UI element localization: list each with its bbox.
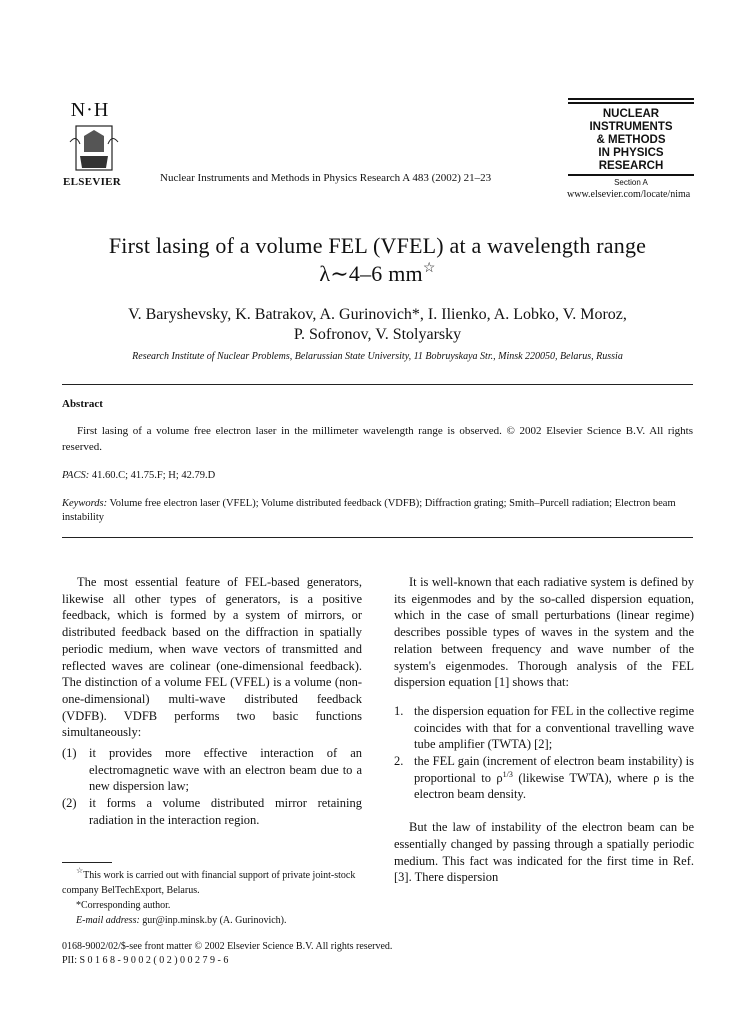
list-text: it forms a volume distributed mirror retaining radiation in the interaction region. [89, 796, 362, 827]
masthead-line4: IN PHYSICS [598, 147, 664, 159]
left-paragraph: The most essential feature of FEL-based generators, likewise all other types of generators, is a positive feedback, which is formed by a system of mirrors, or distributed feedback based on the diffraction in spatially periodic medium, when wave vectors of transmitted and reflected waves are colinear (one-dimensional feedback). The distinction of a volume FEL (VFEL) is a volume (non-one-dimensional) multi-wave distributed feedback (VDFB). VDFB performs two basic functions simultaneously: [62, 575, 362, 740]
footnote-rule [62, 862, 112, 863]
pacs-label: PACS: [62, 470, 90, 481]
list-item [394, 753, 694, 803]
pacs-codes: 41.60.C; 41.75.F; H; 42.79.D [89, 470, 216, 481]
affiliation: Research Institute of Nuclear Problems, Belarussian State University, 11 Bobruyskaya Str., Minsk 220050, Belarus, Russia [132, 351, 623, 362]
masthead-section: Section A [614, 178, 648, 187]
right-paragraph-1: It is well-known that each radiative system is defined by its eigenmodes and by the so-called dispersion equation, which in the case of small perturbations (linear regime) describes possible types of waves in the system and the relation between frequency and wave number of the system's eigenmodes. Thorough analysis of the FEL dispersion equation [1] shows that: [394, 575, 694, 690]
list-item [394, 703, 694, 753]
abstract-heading: Abstract [62, 398, 103, 410]
left-column [62, 574, 362, 829]
journal-masthead [568, 98, 694, 187]
copyright-line: 0168-9002/02/$-see front matter © 2002 Elsevier Science B.V. All rights reserved. [62, 941, 393, 952]
footnote-corresponding: *Corresponding author. [76, 900, 171, 911]
masthead-line1: NUCLEAR [602, 108, 660, 120]
keywords-text: Volume free electron laser (VFEL); Volume distributed feedback (VDFB); Diffraction grating; Smith–Purcell radiation; Electron beam instability [62, 498, 676, 523]
footnotes [62, 868, 362, 928]
list-number: 2. [394, 754, 404, 769]
masthead-line5: RESEARCH [598, 160, 664, 172]
list-text: the dispersion equation for FEL in the collective regime coincides with that for a conventional travelling wave tube amplifier (TWTA) [2]; [414, 703, 694, 752]
right-column [394, 574, 694, 886]
pacs-line [62, 470, 215, 481]
authors-line1: V. Baryshevsky, K. Batrakov, A. Gurinovich*, I. Ilienko, A. Lobko, V. Moroz, [128, 306, 627, 323]
title-line2: λ∼4–6 mm [319, 261, 423, 286]
email-label: E-mail address: [76, 915, 140, 926]
keywords-label: Keywords: [62, 498, 108, 509]
footnote-mark: ☆ [76, 866, 84, 875]
authors-line2: P. Sofronov, V. Stolyarsky [293, 326, 462, 343]
exponent: 1/3 [502, 769, 513, 779]
email-address[interactable]: gur@inp.minsk.by (A. Gurinovich). [139, 915, 287, 926]
title-line1: First lasing of a volume FEL (VFEL) at a wavelength range [108, 233, 647, 258]
title-footnote-mark[interactable]: ☆ [422, 261, 436, 276]
keywords-line [62, 497, 693, 525]
list-number: (1) [62, 746, 77, 761]
list-text: it provides more effective interaction of an electromagnetic wave with an electron beam due to a new dispersion law; [89, 746, 362, 794]
abstract-text: First lasing of a volume free electron laser in the millimeter wavelength range is observed. © 2002 Elsevier Science B.V. All rights reserved. [62, 425, 693, 453]
list-number: (2) [62, 796, 77, 811]
pii-line: PII: S 0 1 6 8 - 9 0 0 2 ( 0 2 ) 0 0 2 7 9 - 6 [62, 955, 229, 966]
journal-citation: Nuclear Instruments and Methods in Physics Research A 483 (2002) 21–23 [160, 172, 492, 184]
author-list [40, 305, 715, 345]
list-text-pre: the FEL gain (increment of electron beam instability) is proportional to ρ [414, 754, 694, 785]
divider-top [62, 384, 693, 385]
list-text-post: (likewise TWTA), where ρ is the electron beam density. [414, 770, 694, 802]
footnote-funding: This work is carried out with financial support of private joint-stock company BelTechExport, Belarus. [62, 870, 356, 896]
paper-title [40, 232, 715, 288]
journal-url[interactable]: www.elsevier.com/locate/nima [567, 189, 691, 200]
masthead-line2: INSTRUMENTS [589, 121, 673, 133]
page-footer [62, 940, 392, 968]
publisher-logo [60, 100, 130, 188]
list-item [62, 795, 362, 828]
right-paragraph-2: But the law of instability of the electron beam can be essentially changed by passing through a spatially periodic medium. This fact was indicated for the first time in Ref. [3]. There dispersion [394, 820, 694, 885]
logo-monogram: N·H [70, 99, 110, 121]
masthead-line3: & METHODS [596, 134, 666, 146]
dispersion-list [394, 703, 694, 803]
function-list [62, 745, 362, 829]
publisher-name: ELSEVIER [63, 176, 122, 188]
list-item [62, 745, 362, 795]
divider-bottom [62, 537, 693, 538]
list-number: 1. [394, 703, 404, 718]
elsevier-tree-icon [64, 122, 124, 176]
